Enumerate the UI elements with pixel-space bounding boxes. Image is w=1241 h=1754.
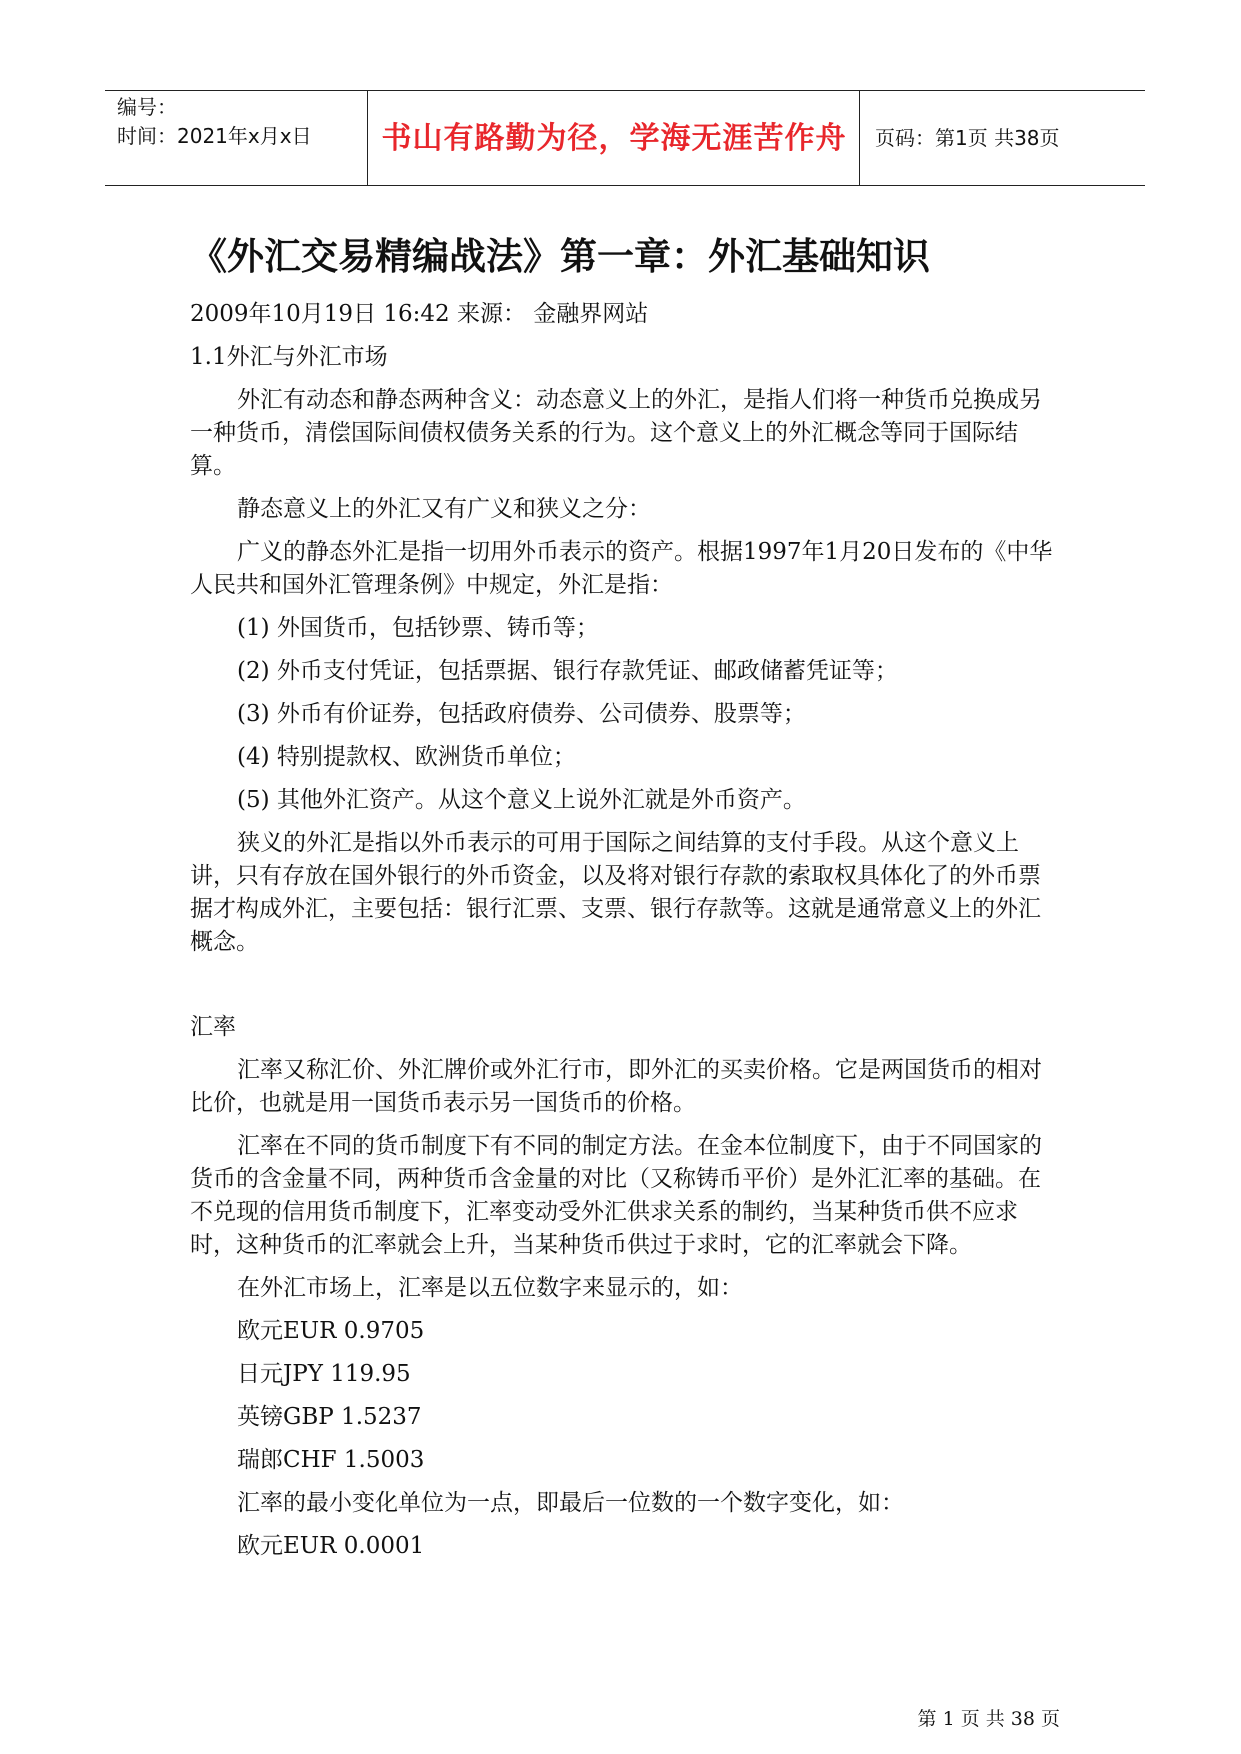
page-footer: 第 1 页 共 38 页 xyxy=(917,1708,1060,1730)
header-page-info: 页码：第1页 共38页 xyxy=(875,126,1060,150)
number-label: 编号： xyxy=(117,95,177,119)
paragraph: 汇率又称汇价、外汇牌价或外汇行市，即外汇的买卖价格。它是两国货币的相对比价，也就是用一国货币表示另一国货币的价格。 xyxy=(190,1057,1042,1116)
paragraph: 狭义的外汇是指以外币表示的可用于国际之间结算的支付手段。从这个意义上讲，只有存放在国外银行的外币资金，以及将对银行存款的索取权具体化了的外币票据才构成外汇，主要包括：银行汇票、支票、银行存款等。这就是通常意义上的外汇概念。 xyxy=(190,830,1041,955)
subheading: 汇率 xyxy=(190,1014,236,1040)
header-left-cell xyxy=(117,93,367,151)
paragraph: 外汇有动态和静态两种含义：动态意义上的外汇，是指人们将一种货币兑换成另一种货币，清偿国际间债权债务关系的行为。这个意义上的外汇概念等同于国际结算。 xyxy=(190,387,1042,479)
paragraph: 汇率在不同的货币制度下有不同的制定方法。在金本位制度下，由于不同国家的货币的含金量不同，两种货币含金量的对比（又称铸币平价）是外汇汇率的基础。在不兑现的信用货币制度下，汇率变动受外汇供求关系的制约，当某种货币供不应求时，这种货币的汇率就会上升，当某种货币供过于求时，它的汇率就会下降。 xyxy=(190,1133,1042,1258)
time-label: 时间：2021年x月x日 xyxy=(117,124,312,148)
paragraph: 广义的静态外汇是指一切用外币表示的资产。根据1997年1月20日发布的《中华人民共和国外汇管理条例》中规定，外汇是指： xyxy=(190,539,1053,598)
list-item: (5) 其他外汇资产。从这个意义上说外汇就是外币资产。 xyxy=(237,787,806,813)
spacer xyxy=(190,969,1060,1011)
list-item: (3) 外币有价证券，包括政府债券、公司债券、股票等； xyxy=(237,701,806,727)
rate-line: 日元JPY 119.95 xyxy=(237,1361,411,1387)
rate-line: 瑞郎CHF 1.5003 xyxy=(237,1447,425,1473)
list-item: (1) 外国货币，包括钞票、铸币等； xyxy=(237,615,599,641)
header-motto: 书山有路勤为径，学海无涯苦作舟 xyxy=(381,121,847,156)
header-divider xyxy=(367,91,368,185)
rate-line: 欧元EUR 0.0001 xyxy=(237,1533,425,1559)
document-header xyxy=(105,90,1145,186)
article-title: 《外汇交易精编战法》第一章：外汇基础知识 xyxy=(190,235,930,278)
article-meta: 2009年10月19日 16:42 来源： 金融界网站 xyxy=(190,301,649,327)
list-item: (2) 外币支付凭证，包括票据、银行存款凭证、邮政储蓄凭证等； xyxy=(237,658,898,684)
paragraph: 在外汇市场上，汇率是以五位数字来显示的，如： xyxy=(237,1275,743,1301)
paragraph: 汇率的最小变化单位为一点，即最后一位数的一个数字变化，如： xyxy=(237,1490,904,1516)
header-divider xyxy=(859,91,860,185)
paragraph: 静态意义上的外汇又有广义和狭义之分： xyxy=(237,496,651,522)
article-body xyxy=(190,298,1060,1573)
rate-line: 英镑GBP 1.5237 xyxy=(237,1404,422,1430)
section-heading: 1.1外汇与外汇市场 xyxy=(190,344,388,370)
rate-line: 欧元EUR 0.9705 xyxy=(237,1318,425,1344)
list-item: (4) 特别提款权、欧洲货币单位； xyxy=(237,744,576,770)
